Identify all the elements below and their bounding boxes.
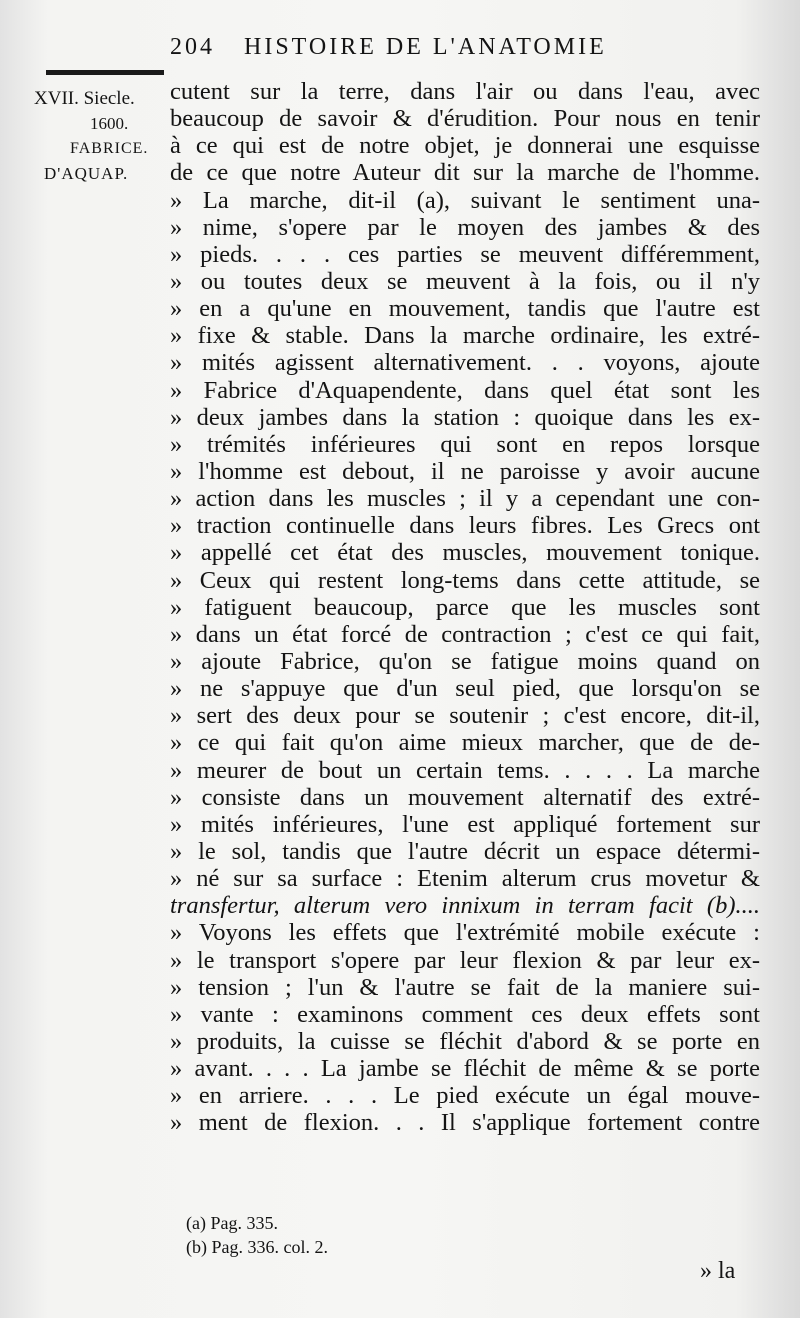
text-line: » produits, la cuisse se fléchit d'abord & se porte en <box>170 1027 760 1055</box>
text-line: » en arriere. . . . Le pied exécute un égal mouve- <box>170 1082 760 1110</box>
text-line: cutent sur la terre, dans l'air ou dans l'eau, avec <box>170 78 760 105</box>
latin-quote-line: transfertur, alterum vero innixum in terram facit (b).... <box>170 892 760 920</box>
footnotes <box>186 1211 328 1259</box>
text-line: » trémités inférieures qui sont en repos lorsque <box>170 430 760 458</box>
running-header <box>170 34 770 61</box>
text-line: » consiste dans un mouvement alternatif des extré- <box>170 783 760 811</box>
text-line: » sert des deux pour se soutenir ; c'est encore, dit-il, <box>170 702 760 730</box>
text-line: » pieds. . . . ces parties se meuvent différemment, <box>170 240 760 268</box>
text-line: beaucoup de savoir & d'érudition. Pour nous en tenir <box>170 105 760 133</box>
margin-rule <box>46 70 164 75</box>
text-line: » Ceux qui restent long-tems dans cette attitude, se <box>170 566 760 594</box>
text-line: » le sol, tandis que l'autre décrit un espace détermi- <box>170 837 760 865</box>
text-line: » meurer de bout un certain tems. . . . . La marche <box>170 756 760 784</box>
text-line: » Fabrice d'Aquapendente, dans quel état sont les <box>170 376 760 404</box>
text-line: » ce qui fait qu'on aime mieux marcher, que de de- <box>170 729 760 757</box>
margin-note <box>34 86 166 186</box>
text-line: » appellé cet état des muscles, mouvement tonique. <box>170 539 760 567</box>
margin-author-line2: D'AQUAP. <box>44 164 129 183</box>
text-line: » tension ; l'un & l'autre se fait de la maniere sui- <box>170 973 760 1001</box>
text-line: » en a qu'une en mouvement, tandis que l'autre est <box>170 295 760 323</box>
text-line: » avant. . . . La jambe se fléchit de même & se porte <box>170 1055 760 1083</box>
margin-author-line1: FABRICE. <box>70 140 149 157</box>
text-line: de ce que notre Auteur dit sur la marche de l'homme. <box>170 159 760 187</box>
text-line: » action dans les muscles ; il y a cependant une con- <box>170 485 760 513</box>
text-line: » deux jambes dans la station : quoique dans les ex- <box>170 403 760 431</box>
text-line: » fatiguent beaucoup, parce que les muscles sont <box>170 593 760 621</box>
text-line: » La marche, dit-il (a), suivant le sentiment una- <box>170 186 760 214</box>
margin-century: XVII. Siecle. <box>34 88 135 109</box>
text-line: » Voyons les effets que l'extrémité mobile exécute : <box>170 919 760 947</box>
text-line: » ajoute Fabrice, qu'on se fatigue moins quand on <box>170 647 760 675</box>
text-line: » vante : examinons comment ces deux effets sont <box>170 1000 760 1028</box>
text-line: » nime, s'opere par le moyen des jambes & des <box>170 213 760 241</box>
text-line: » ou toutes deux se meuvent à la fois, ou il n'y <box>170 267 760 295</box>
body-text <box>170 78 760 1136</box>
text-line: » fixe & stable. Dans la marche ordinaire, les extré- <box>170 322 760 350</box>
text-line: » le transport s'opere par leur flexion & par leur ex- <box>170 946 760 974</box>
text-line: » traction continuelle dans leurs fibres. Les Grecs ont <box>170 512 760 540</box>
text-line: » né sur sa surface : Etenim alterum crus movetur & <box>170 865 760 893</box>
text-line: » ment de flexion. . . Il s'applique fortement contre <box>170 1109 760 1137</box>
text-line: » l'homme est debout, il ne paroisse y avoir aucune <box>170 457 760 485</box>
text-line: » mités inférieures, l'une est appliqué fortement sur <box>170 810 760 838</box>
catchword: » la <box>700 1258 736 1284</box>
text-line: » dans un état forcé de contraction ; c'est ce qui fait, <box>170 620 760 648</box>
text-line: » ne s'appuye que d'un seul pied, que lorsqu'on se <box>170 675 760 703</box>
running-title: HISTOIRE DE L'ANATOMIE <box>244 34 607 60</box>
footnote-b: (b) Pag. 336. col. 2. <box>186 1237 328 1257</box>
page-number: 204 <box>170 34 215 60</box>
margin-year: 1600. <box>90 114 129 133</box>
text-line: à ce qui est de notre objet, je donnerai une esquisse <box>170 132 760 160</box>
text-line: » mités agissent alternativement. . . voyons, ajoute <box>170 349 760 377</box>
footnote-a: (a) Pag. 335. <box>186 1213 278 1233</box>
